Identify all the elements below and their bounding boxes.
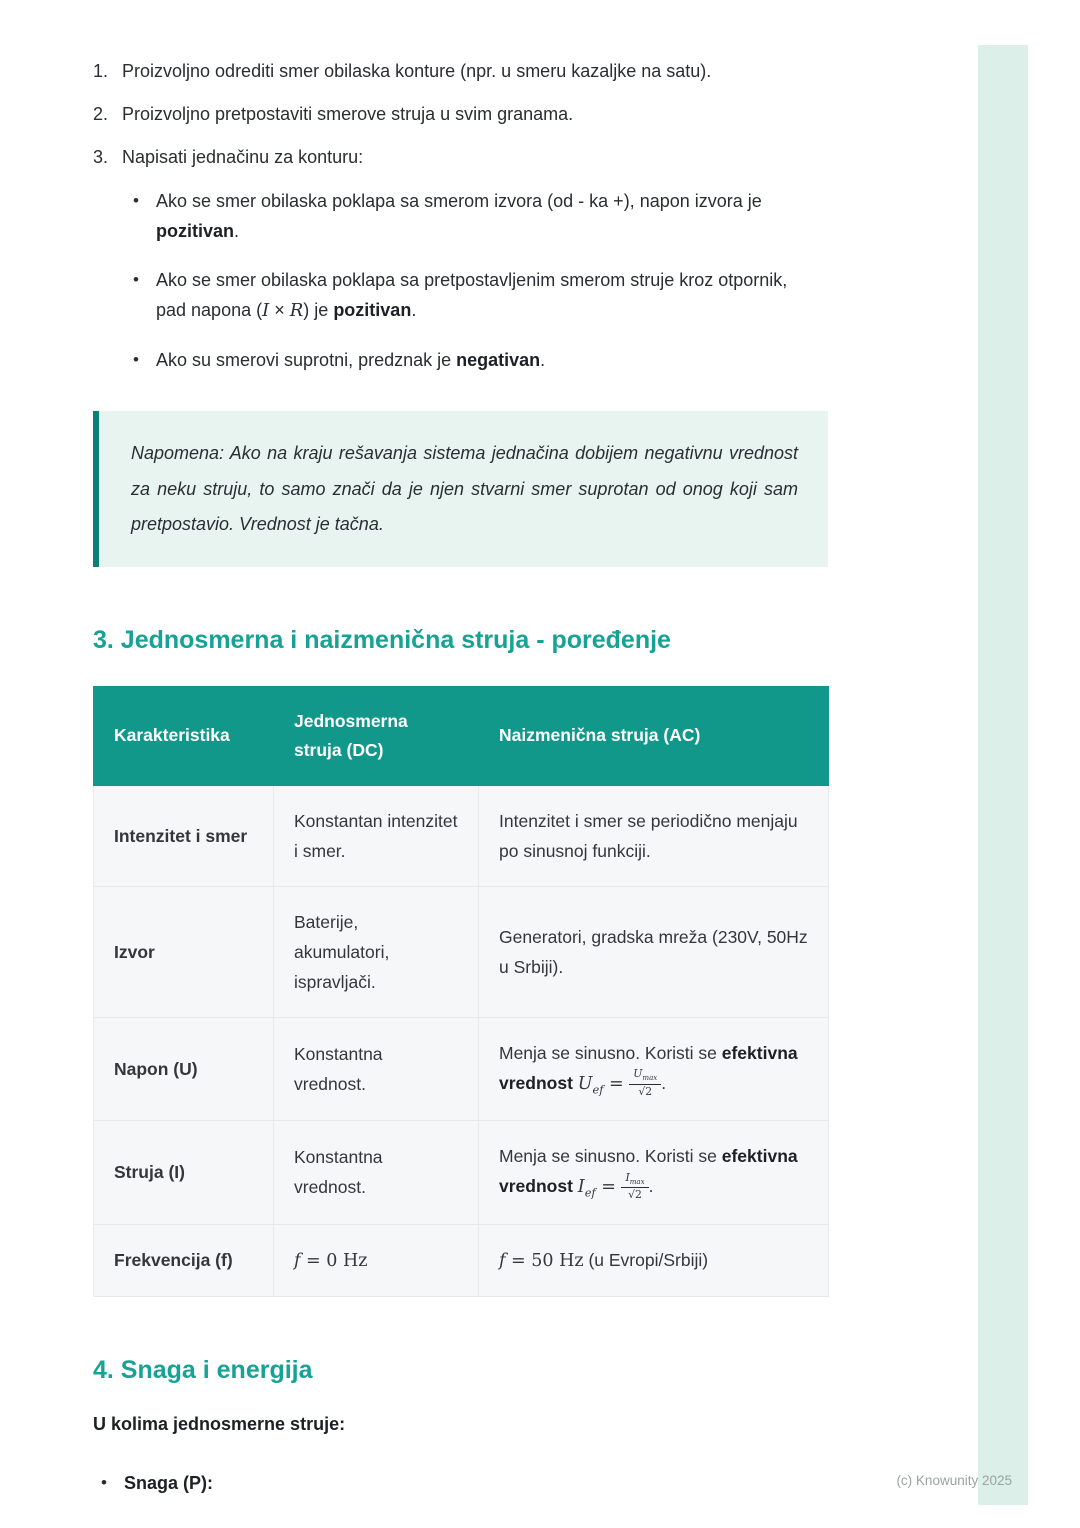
bullet-marker: • [133, 270, 139, 290]
fraction-numerator [629, 1068, 661, 1084]
emphasis-text: pozitivan [156, 220, 235, 241]
ac-cell [479, 1018, 829, 1121]
math-equals: = [603, 1074, 630, 1095]
column-header: Naizmenična struja (AC) [479, 686, 829, 785]
fraction-denominator: √2 [638, 1084, 653, 1098]
list-text [156, 266, 811, 325]
math-text: = 0 Hz [300, 1250, 368, 1271]
dc-cell: Baterije, akumulatori, ispravljači. [274, 886, 479, 1017]
text-run: . [234, 220, 240, 241]
feature-cell: Izvor [94, 886, 274, 1017]
list-item [133, 346, 828, 376]
math-variable: f [294, 1250, 301, 1271]
text-run: . [540, 349, 546, 370]
list-item [93, 144, 828, 171]
bullet-list [133, 187, 828, 375]
list-number: 2. [93, 104, 109, 124]
list-item [101, 1469, 828, 1499]
emphasis-text: efektivna vrednost [499, 1043, 798, 1094]
math-variable: I [625, 1170, 630, 1184]
math-variable: U [633, 1067, 643, 1081]
text-run: . [411, 300, 417, 321]
math-variable: I [262, 300, 270, 322]
feature-cell: Struja (I) [94, 1121, 274, 1224]
text-run: (u Evropi/Srbiji) [583, 1249, 709, 1270]
bullet-marker: • [101, 1472, 107, 1492]
column-header: Jednosmerna struja (DC) [274, 686, 479, 785]
list-text: Napisati jednačinu za konturu: [122, 147, 364, 167]
math-subscript: max [629, 1176, 645, 1186]
table-header-row [94, 686, 829, 785]
comparison-table [93, 686, 829, 1297]
dc-cell: Konstantan intenzitet i smer. [274, 785, 479, 886]
column-header: Karakteristika [94, 686, 274, 785]
emphasis-text: pozitivan [333, 300, 412, 321]
text-run: . [661, 1073, 667, 1094]
emphasis-text: negativan [456, 349, 541, 370]
feature-cell: Frekvencija (f) [94, 1224, 274, 1296]
ac-cell: Intenzitet i smer se periodično menjaju po sinusnoj funkciji. [479, 785, 829, 886]
list-text [156, 187, 811, 246]
copyright-footer: (c) Knowunity 2025 [896, 1473, 1012, 1488]
bullet-marker: • [133, 349, 139, 369]
text-run: Ako se smer obilaska poklapa sa smerom izvora (od - ka +), napon izvora je [156, 191, 762, 211]
table-row [94, 1121, 829, 1224]
math-fraction [621, 1172, 648, 1202]
list-text: Proizvoljno pretpostaviti smerove struja u svim granama. [122, 104, 574, 124]
note-label: Napomena: [131, 443, 225, 464]
ac-cell: Generatori, gradska mreža (230V, 50Hz u Srbiji). [479, 886, 829, 1017]
fraction-numerator [621, 1172, 648, 1188]
list-number: 3. [93, 147, 109, 167]
text-run: ) je [303, 300, 334, 321]
section-4-title: 4. Snaga i energija [93, 1355, 313, 1384]
math-text: = 50 Hz [505, 1250, 584, 1271]
math-variable: I [577, 1177, 585, 1198]
table-row [94, 1018, 829, 1121]
math-variable: R [289, 300, 304, 322]
list-number: 1. [93, 61, 109, 81]
list-item [133, 187, 828, 246]
list-item [93, 58, 828, 85]
feature-cell: Intenzitet i smer [94, 785, 274, 886]
text-run: Ako su smerovi suprotni, predznak je [156, 349, 457, 370]
ac-cell [479, 1121, 829, 1224]
dc-cell: Konstantna vrednost. [274, 1018, 479, 1121]
emphasis-text: efektivna vrednost [499, 1146, 798, 1197]
list-text: Proizvoljno odrediti smer obilaska konture (npr. u smeru kazaljke na satu). [122, 61, 712, 81]
math-subscript: max [642, 1073, 658, 1083]
math-variable: f [499, 1250, 506, 1271]
text-run: Menja se sinusno. Koristi se [499, 1146, 722, 1167]
text-run: Ako se smer obilaska poklapa sa pretpostavljenim smerom struje kroz otpornik, pad napona ( [156, 270, 788, 321]
list-text [156, 346, 545, 376]
dc-cell [274, 1224, 479, 1296]
table-row [94, 1224, 829, 1296]
math-operator: × [269, 300, 290, 321]
dc-cell: Konstantna vrednost. [274, 1121, 479, 1224]
note-text [131, 436, 798, 541]
emphasis-text: Snaga (P): [124, 1472, 214, 1493]
table-row [94, 886, 829, 1017]
list-item [133, 266, 828, 325]
numbered-list [93, 58, 828, 375]
math-fraction [629, 1068, 661, 1098]
section-3-title: 3. Jednosmerna i naizmenična struja - poređenje [93, 625, 671, 654]
table-row [94, 785, 829, 886]
text-run: Menja se sinusno. Koristi se [499, 1043, 722, 1064]
math-subscript: ef [584, 1185, 596, 1200]
math-variable: U [577, 1074, 593, 1095]
note-callout [93, 411, 828, 566]
bullet-marker: • [133, 191, 139, 210]
math-subscript: ef [592, 1082, 604, 1097]
section-4-intro: U kolima jednosmerne struje: [93, 1413, 346, 1434]
math-equals: = [595, 1177, 622, 1198]
page-edge-strip [978, 45, 1028, 1505]
feature-cell: Napon (U) [94, 1018, 274, 1121]
text-run: . [648, 1176, 654, 1197]
fraction-denominator: √2 [628, 1187, 642, 1201]
ac-cell [479, 1224, 829, 1296]
list-item [93, 101, 828, 128]
note-body: Ako na kraju rešavanja sistema jednačina dobijem negativnu vrednost za neku struju, to samo znači da je njen stvarni smer suprotan od onog koji sam pretpostavio. Vrednost je tačna. [131, 443, 798, 534]
